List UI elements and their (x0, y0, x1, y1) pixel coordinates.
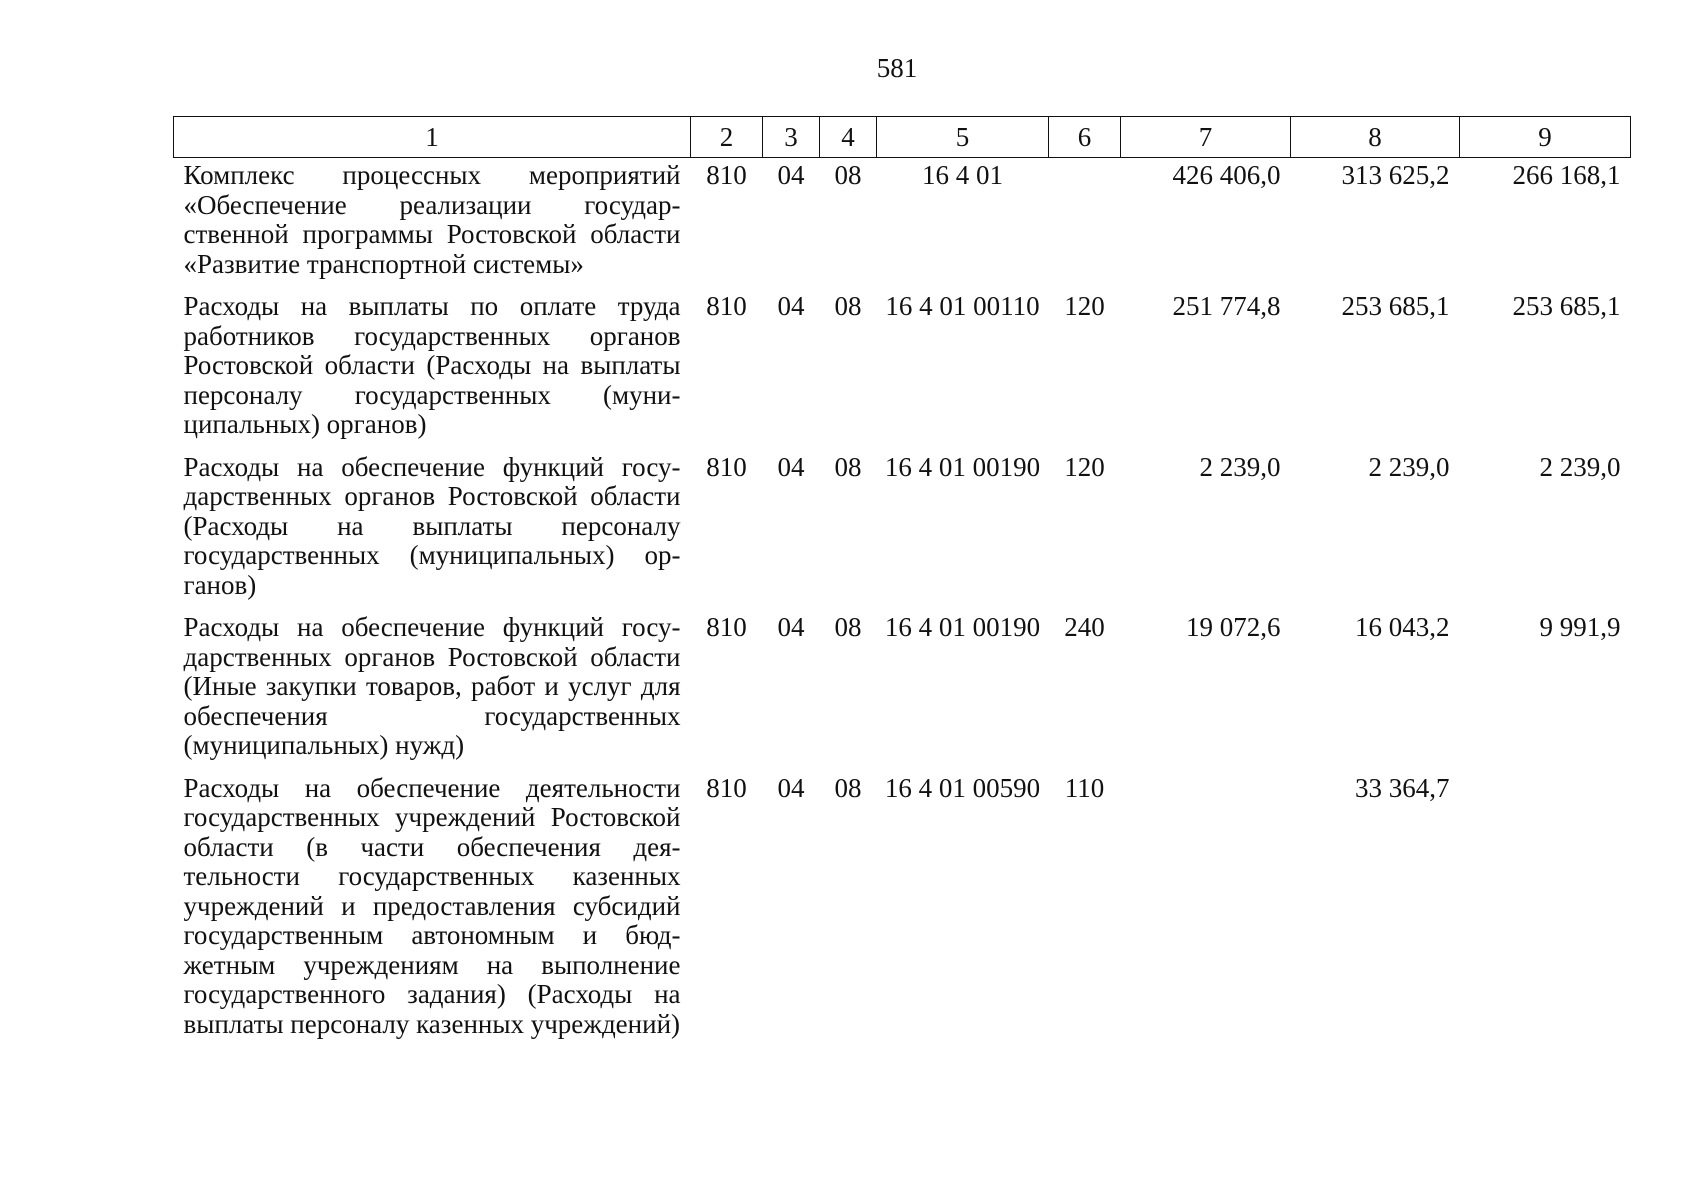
row-description: Расходы на обеспечение деятельности государственных учреждений Ростовской области (в части обеспечения деятельности государственных казенных учреждений и предоставления субсидий государственным автономным и бюджетным учреждениям на выполнение государственного задания) (Расходы на выплаты персоналу казенных учреждений) (183, 772, 681, 1039)
cell-amount-col8: 2 239,0 (1368, 451, 1450, 482)
cell-section-code: 04 (777, 772, 805, 803)
cell-subsection-code: 08 (834, 612, 862, 642)
cell-expense-type: 120 (1064, 451, 1105, 482)
cell-section-code: 04 (777, 291, 805, 321)
cell-subsection-code: 08 (834, 160, 862, 190)
column-header: 3 (763, 117, 820, 158)
cell-target-code: 16 4 01 00590 (884, 772, 1041, 803)
cell-amount-col9: 9 991,9 (1539, 612, 1621, 642)
cell-expense-type: 120 (1064, 291, 1105, 321)
table-row (174, 771, 1631, 1050)
column-header: 8 (1291, 117, 1460, 158)
cell-amount-col8: 253 685,1 (1341, 291, 1450, 321)
cell-section-code: 04 (777, 451, 805, 482)
table-row (174, 610, 1631, 771)
table-header-row (174, 117, 1631, 158)
row-description: Расходы на обеспечение функций государственных органов Ростовской области (Расходы на выплаты персоналу государственных (муниципальных) органов) (183, 451, 681, 600)
cell-amount-col7: 251 774,8 (1172, 291, 1281, 321)
cell-subsection-code: 08 (834, 451, 862, 482)
cell-amount-col9: 266 168,1 (1512, 160, 1621, 190)
cell-amount-col8: 313 625,2 (1341, 160, 1450, 190)
column-header: 7 (1121, 117, 1291, 158)
cell-expense-type (1049, 158, 1121, 290)
column-header: 4 (820, 117, 877, 158)
cell-amount-col8: 16 043,2 (1355, 612, 1450, 642)
cell-expense-type: 110 (1064, 772, 1105, 803)
column-header: 9 (1460, 117, 1631, 158)
column-header: 5 (877, 117, 1049, 158)
cell-amount-col7 (1121, 771, 1291, 1050)
cell-expense-type: 240 (1064, 612, 1105, 642)
cell-subsection-code: 08 (834, 291, 862, 321)
cell-amount-col9 (1460, 771, 1631, 1050)
budget-table (173, 116, 1631, 1049)
cell-section-code: 04 (777, 160, 805, 190)
cell-section-code: 04 (777, 612, 805, 642)
cell-amount-col9: 2 239,0 (1539, 451, 1621, 482)
column-header: 2 (691, 117, 763, 158)
column-header: 6 (1049, 117, 1121, 158)
cell-ministry-code: 810 (706, 772, 747, 803)
cell-amount-col8: 33 364,7 (1355, 772, 1450, 803)
cell-amount-col7: 2 239,0 (1199, 451, 1281, 482)
cell-ministry-code: 810 (706, 160, 747, 190)
table-row (174, 289, 1631, 450)
cell-target-code: 16 4 01 00190 (884, 612, 1041, 642)
table-row (174, 158, 1631, 290)
cell-target-code: 16 4 01 00190 (884, 451, 1041, 482)
cell-amount-col7: 426 406,0 (1172, 160, 1281, 190)
table-row (174, 450, 1631, 611)
row-description: Комплекс процессных мероприятий «Обеспечение реализации государственной программы Ростовской области «Развитие транспортной системы» (183, 160, 681, 279)
cell-ministry-code: 810 (706, 612, 747, 642)
cell-amount-col9: 253 685,1 (1512, 291, 1621, 321)
cell-target-code: 16 4 01 (922, 160, 1003, 190)
row-description: Расходы на выплаты по оплате труда работников государственных органов Ростовской области (Расходы на выплаты персоналу государственных (муниципальных) органов) (183, 291, 681, 439)
cell-ministry-code: 810 (706, 451, 747, 482)
cell-target-code: 16 4 01 00110 (885, 291, 1040, 321)
column-header: 1 (174, 117, 691, 158)
cell-amount-col7: 19 072,6 (1186, 612, 1281, 642)
row-description: Расходы на обеспечение функций государственных органов Ростовской области (Иные закупки товаров, работ и услуг для обеспечения государственных (муниципальных) нужд) (183, 612, 681, 760)
cell-subsection-code: 08 (834, 772, 862, 803)
page-number: 581 (876, 53, 918, 83)
cell-ministry-code: 810 (706, 291, 747, 321)
